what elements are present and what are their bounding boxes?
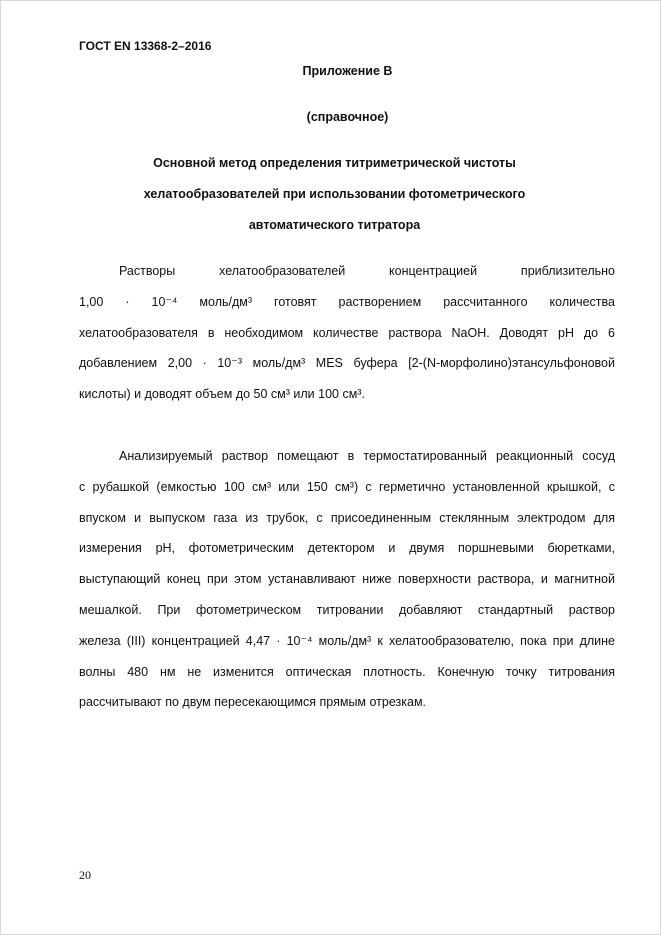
paragraph-procedure <box>79 441 615 718</box>
text-line: измерения pH, фотометрическим детектором и двумя поршневыми бюретками, <box>79 541 615 556</box>
text-line: 1,00 · 10⁻⁴ моль/дм³ готовят растворением рассчитанного количества <box>79 294 615 309</box>
text-line: с рубашкой (емкостью 100 см³ или 150 см³) с герметично установленной крышкой, с <box>79 479 615 494</box>
text-line: хелатообразователя в необходимом количестве раствора NaOH. Доводят pH до 6 <box>79 325 615 340</box>
text-line: добавлением 2,00 · 10⁻³ моль/дм³ MES буфера [2-(N-морфолино)этансульфоновой <box>79 356 615 371</box>
paragraph-solutions <box>79 256 615 410</box>
appendix-title: Приложение В <box>302 64 393 78</box>
text-line: мешалкой. При фотометрическом титровании добавляют стандартный раствор <box>79 602 615 617</box>
appendix-heading-line: Основной метод определения титриметрической чистоты <box>153 156 516 170</box>
text-line: железа (III) концентрацией 4,47 · 10⁻⁴ моль/дм³ к хелатообразователю, пока при длине <box>79 633 615 648</box>
text-line: впуском и выпуском газа из трубок, с присоединенным стеклянным электродом для <box>79 510 615 525</box>
text-line: Растворы хелатообразователей концентрацией приблизительно <box>119 264 615 278</box>
text-line: выступающий конец при этом устанавливают ниже поверхности раствора, и магнитной <box>79 572 615 587</box>
appendix-type: (справочное) <box>306 110 389 124</box>
text-line: Анализируемый раствор помещают в термостатированный реакционный сосуд <box>119 449 615 463</box>
appendix-heading-line: хелатообразователей при использовании фотометрического <box>143 187 526 201</box>
appendix-heading-line: автоматического титратора <box>248 218 421 232</box>
text-line: кислоты) и доводят объем до 50 см³ или 100 см³. <box>79 387 365 402</box>
standard-code: ГОСТ EN 13368-2–2016 <box>79 39 212 53</box>
text-line: волны 480 нм не изменится оптическая плотность. Конечную точку титрования <box>79 664 615 679</box>
page-number: 20 <box>79 868 91 882</box>
text-line: рассчитывают по двум пересекающимся прямым отрезкам. <box>79 695 427 710</box>
